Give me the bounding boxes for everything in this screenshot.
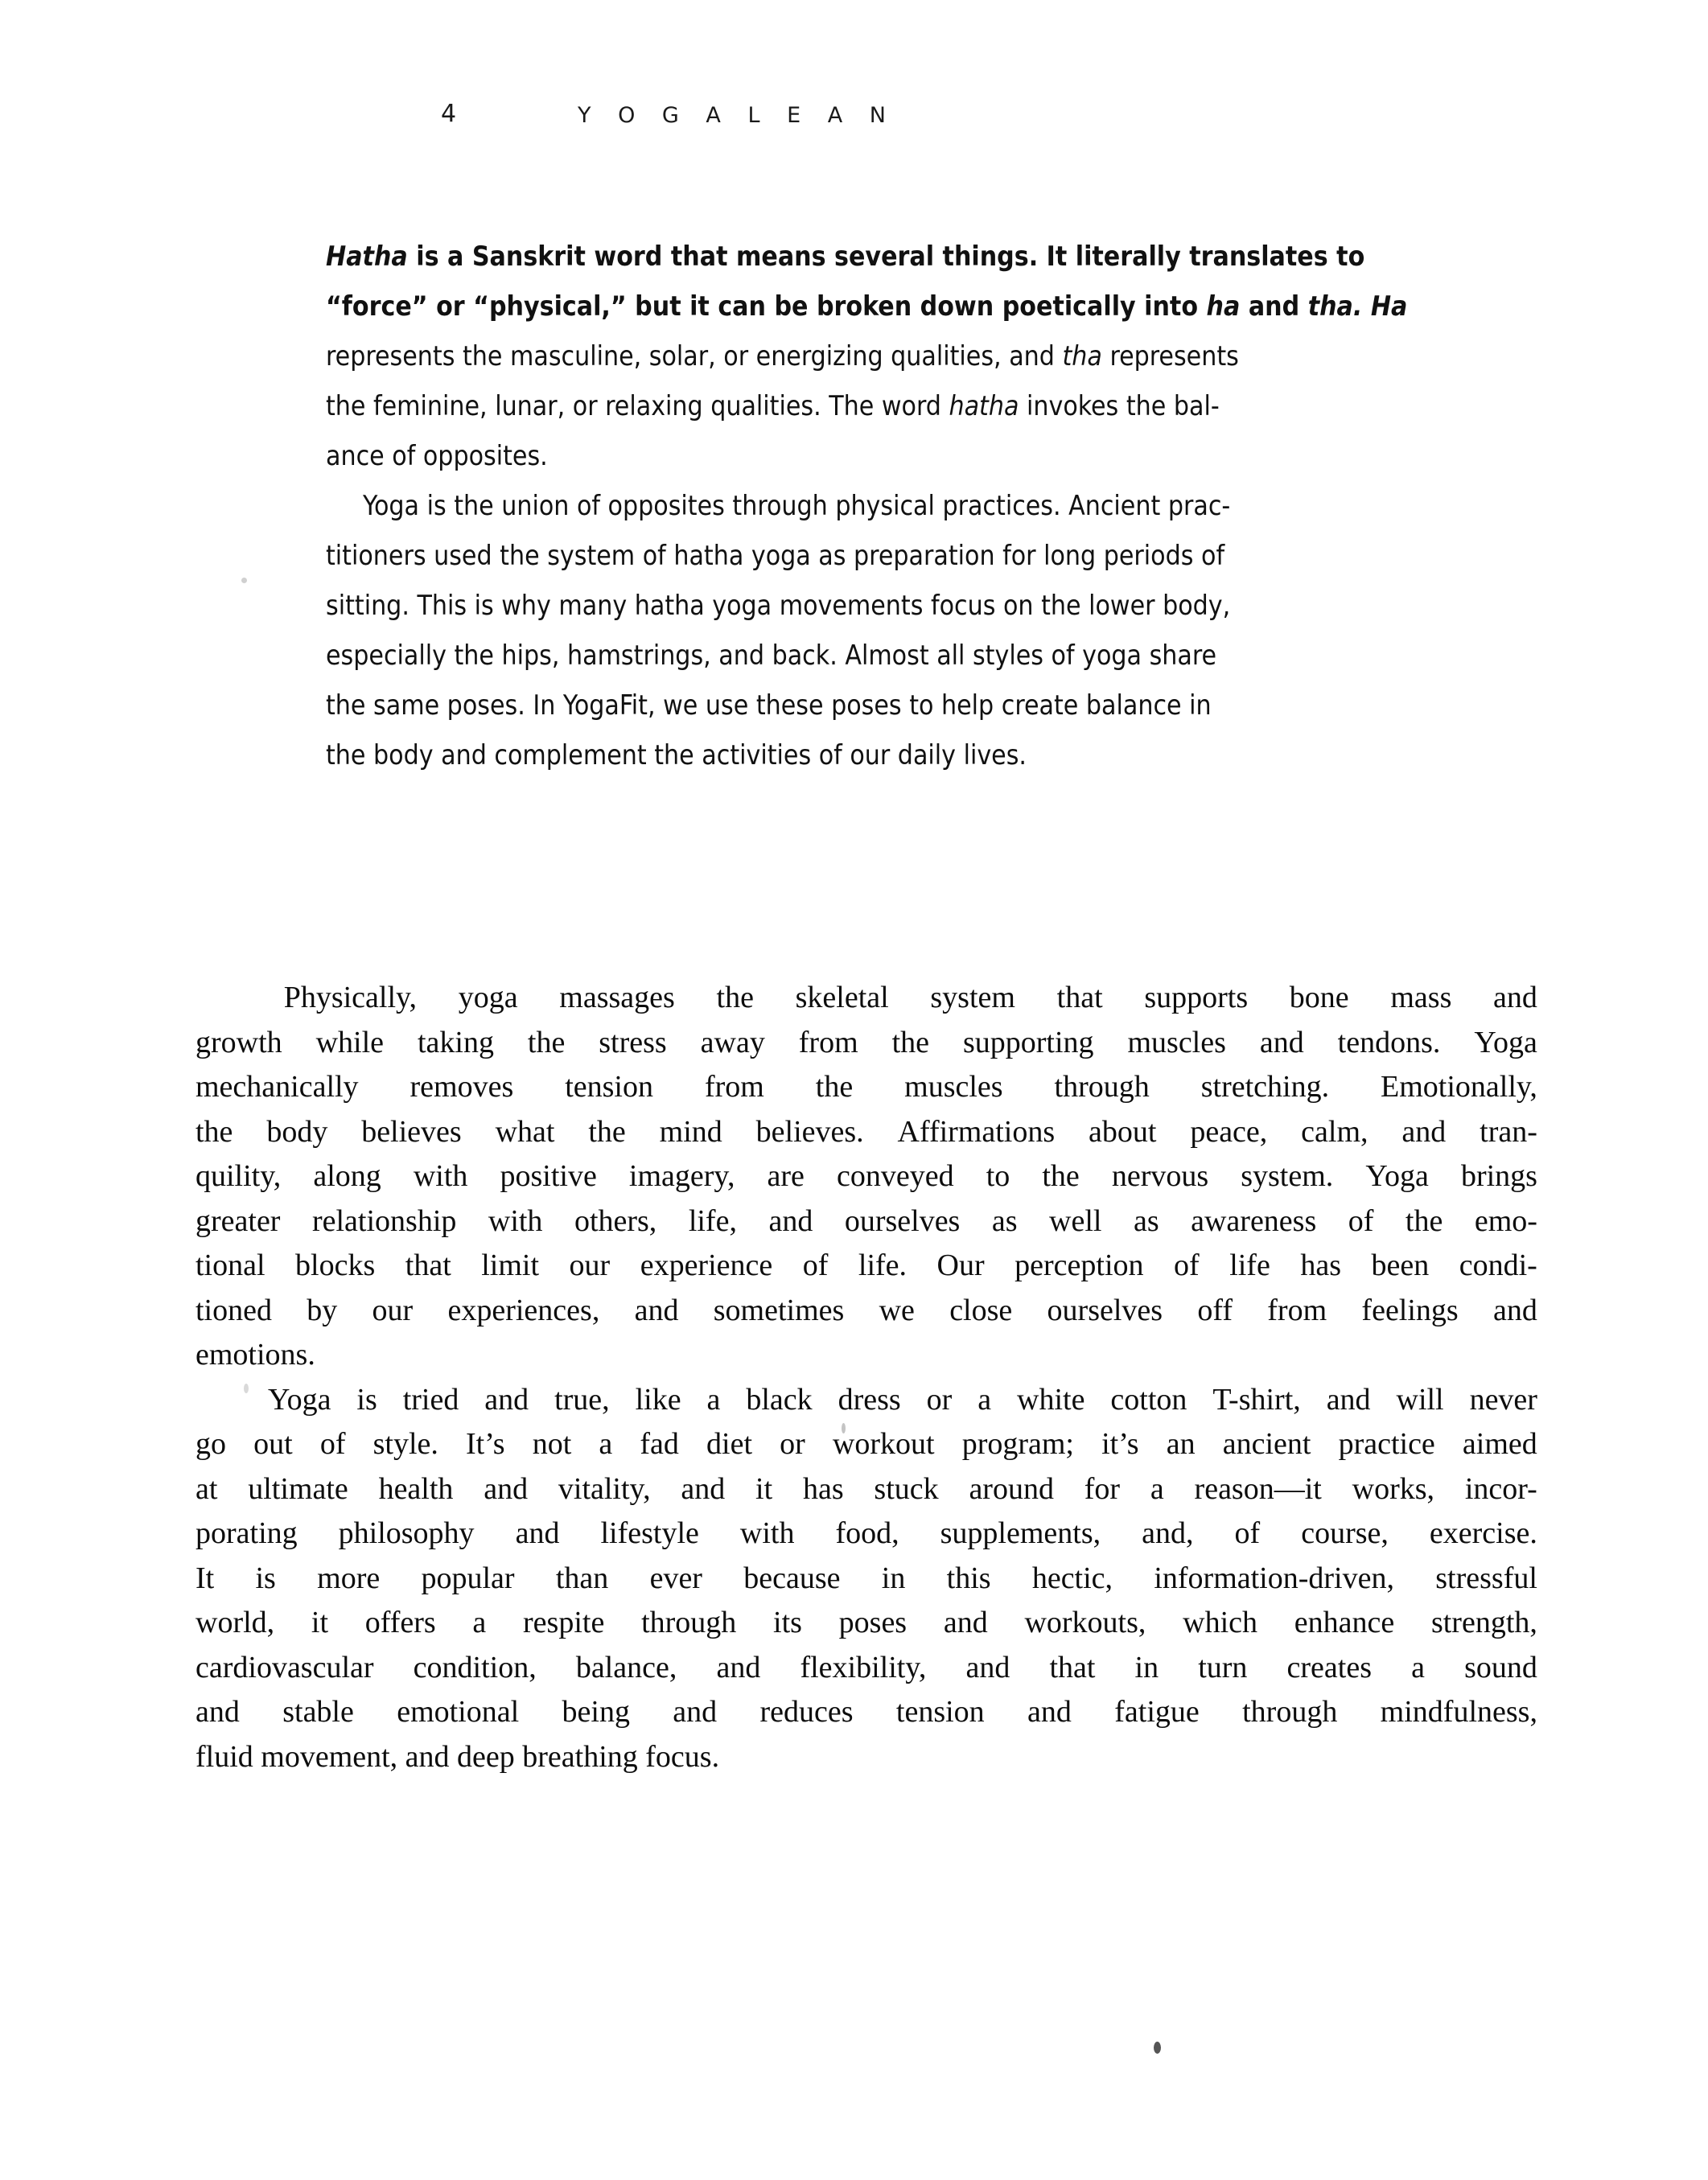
- text-word: ever: [649, 1561, 702, 1595]
- text-word: fatigue: [1114, 1695, 1200, 1729]
- text-word: away: [700, 1025, 765, 1059]
- text-word: and: [1326, 1382, 1371, 1417]
- text-word: information-driven,: [1154, 1561, 1394, 1595]
- text-word: sometimes: [713, 1293, 845, 1327]
- text-word: life.: [858, 1248, 908, 1282]
- text-word: stressful: [1435, 1561, 1537, 1595]
- sans-paragraph: [326, 232, 1488, 481]
- text-word: awareness: [1191, 1203, 1317, 1238]
- text-line: [326, 481, 1488, 531]
- text-word: will: [1396, 1382, 1444, 1417]
- text-word: an: [1166, 1427, 1196, 1461]
- text-word: of: [1174, 1248, 1200, 1282]
- text-line: [195, 1557, 1537, 1602]
- text-line: [195, 1021, 1537, 1066]
- text-word: never: [1469, 1382, 1537, 1417]
- text-word: more: [317, 1561, 381, 1595]
- text-word: and: [768, 1203, 813, 1238]
- text-word: workouts,: [1024, 1606, 1146, 1639]
- text-word: in: [881, 1561, 906, 1595]
- text-line: [326, 431, 1488, 481]
- text-word: a: [706, 1382, 721, 1417]
- text-word: enhance: [1294, 1606, 1395, 1639]
- text-word: growth: [195, 1025, 282, 1059]
- text-word: while: [315, 1025, 385, 1059]
- text-word: emotional: [397, 1695, 520, 1729]
- text-word: with: [488, 1203, 543, 1238]
- text-run: sitting. This is why many hatha yoga movements focus on the lower body,: [326, 590, 1231, 621]
- text-word: lifestyle: [600, 1516, 699, 1550]
- text-word: yoga: [458, 981, 518, 1014]
- text-word: stretching.: [1200, 1070, 1330, 1104]
- paragraph-indent: [195, 976, 242, 1021]
- text-word: poses: [838, 1606, 908, 1639]
- body-paragraph: [195, 1378, 1537, 1780]
- text-line: [195, 1512, 1537, 1557]
- text-word: and: [1493, 981, 1537, 1014]
- text-word: about: [1089, 1114, 1157, 1149]
- text-run: the body and complement the activities of our daily lives.: [326, 739, 1027, 771]
- text-line: [195, 1690, 1537, 1735]
- text-run: fluid movement, and deep breathing focus.: [195, 1739, 720, 1774]
- text-word: Yoga: [1365, 1159, 1429, 1193]
- text-run: emotions.: [195, 1338, 315, 1372]
- text-word: true,: [554, 1382, 610, 1417]
- text-word: ancient: [1222, 1427, 1311, 1461]
- scan-artifact-speck: [241, 578, 247, 583]
- text-word: from: [704, 1070, 764, 1104]
- text-line: [195, 1199, 1537, 1244]
- text-word: Emotionally,: [1381, 1070, 1537, 1104]
- text-word: greater: [195, 1203, 281, 1238]
- text-word: blocks: [295, 1248, 376, 1282]
- text-word: with: [413, 1159, 468, 1193]
- text-word: its: [773, 1606, 802, 1639]
- book-title: Y O G A L E A N: [578, 103, 896, 128]
- text-word: and,: [1142, 1516, 1194, 1550]
- text-run: “force” or “physical,” but it can be broken down poetically into: [326, 290, 1207, 322]
- text-word: that: [405, 1248, 451, 1282]
- text-word: the: [527, 1025, 566, 1059]
- text-word: what: [495, 1114, 555, 1149]
- text-word: from: [798, 1025, 858, 1059]
- text-word: muscles: [1127, 1025, 1226, 1059]
- text-word: or: [926, 1382, 953, 1417]
- text-word: tension: [895, 1695, 985, 1729]
- text-word: fad: [640, 1427, 679, 1461]
- text-word: at: [195, 1471, 218, 1506]
- text-line: [195, 1065, 1537, 1110]
- text-word: Yoga: [267, 1382, 331, 1417]
- text-line: [195, 1333, 1537, 1378]
- text-run: Hatha: [326, 241, 408, 272]
- text-word: in: [1134, 1650, 1159, 1684]
- sans-paragraph: [326, 481, 1488, 780]
- text-word: which: [1183, 1606, 1258, 1639]
- text-word: Our: [936, 1248, 985, 1282]
- text-word: life: [1229, 1248, 1270, 1282]
- text-run: especially the hips, hamstrings, and back. Almost all styles of yoga share: [326, 640, 1217, 671]
- text-word: it: [755, 1471, 773, 1506]
- text-word: philosophy: [338, 1516, 475, 1550]
- text-word: exercise.: [1429, 1516, 1537, 1550]
- text-word: a: [472, 1606, 487, 1639]
- text-word: positive: [500, 1159, 597, 1193]
- text-word: by: [307, 1293, 338, 1327]
- text-word: supplements,: [940, 1516, 1101, 1550]
- text-word: and: [681, 1471, 726, 1506]
- text-word: program;: [961, 1427, 1074, 1461]
- text-word: removes: [410, 1070, 514, 1104]
- text-word: well: [1049, 1203, 1102, 1238]
- text-word: works,: [1352, 1471, 1435, 1506]
- text-word: through: [1054, 1070, 1150, 1104]
- text-word: as: [991, 1203, 1018, 1238]
- text-word: experiences,: [447, 1293, 600, 1327]
- text-word: muscles: [904, 1070, 1003, 1104]
- text-word: tendons.: [1337, 1025, 1441, 1059]
- text-word: mindfulness,: [1380, 1695, 1537, 1729]
- text-word: perception: [1015, 1248, 1144, 1282]
- text-word: from: [1267, 1293, 1327, 1327]
- text-line: [326, 681, 1488, 730]
- text-word: the: [716, 981, 754, 1014]
- text-word: believes: [361, 1114, 462, 1149]
- text-word: we: [879, 1293, 915, 1327]
- text-run: ha: [1206, 290, 1241, 322]
- text-word: offers: [364, 1606, 436, 1639]
- text-line: [195, 976, 1537, 1021]
- text-word: the: [891, 1025, 930, 1059]
- text-word: stuck: [874, 1471, 939, 1506]
- text-word: sound: [1464, 1650, 1537, 1684]
- text-word: through: [641, 1606, 737, 1639]
- text-word: system.: [1241, 1159, 1334, 1193]
- scan-artifact-speck: [842, 1423, 846, 1433]
- text-line: [326, 331, 1488, 381]
- text-word: mechanically: [195, 1070, 359, 1104]
- text-word: our: [569, 1248, 611, 1282]
- text-word: the: [195, 1114, 233, 1149]
- text-word: a: [977, 1382, 992, 1417]
- text-line: [195, 1154, 1537, 1199]
- text-word: condi-: [1459, 1248, 1537, 1282]
- text-word: has: [802, 1471, 844, 1506]
- text-word: out: [253, 1427, 293, 1461]
- text-run: tha: [1062, 340, 1102, 372]
- text-word: of: [319, 1427, 346, 1461]
- text-word: and: [965, 1650, 1010, 1684]
- text-word: dress: [838, 1382, 901, 1417]
- text-word: nervous: [1111, 1159, 1209, 1193]
- text-line: [195, 1601, 1537, 1646]
- text-word: a: [1150, 1471, 1164, 1506]
- text-word: system: [930, 981, 1015, 1014]
- text-word: reason—it: [1194, 1471, 1322, 1506]
- text-word: tension: [565, 1070, 653, 1104]
- running-head: [0, 98, 1708, 146]
- text-run: and: [1240, 290, 1308, 322]
- text-word: tried: [402, 1382, 459, 1417]
- text-line: [326, 631, 1488, 681]
- sans-serif-callout-block: [326, 232, 1488, 780]
- text-run: the same poses. In YogaFit, we use these poses to help create balance in: [326, 689, 1212, 721]
- text-word: reduces: [759, 1695, 854, 1729]
- text-word: Physically,: [283, 981, 418, 1014]
- text-run: represents the masculine, solar, or energizing qualities, and: [326, 340, 1063, 372]
- text-word: has: [1300, 1248, 1341, 1282]
- text-run: is a Sanskrit word that means several things. It literally translates to: [407, 241, 1365, 272]
- text-word: that: [1049, 1650, 1096, 1684]
- text-word: for: [1084, 1471, 1121, 1506]
- text-word: been: [1371, 1248, 1430, 1282]
- text-line: [195, 1110, 1537, 1155]
- text-word: and: [1259, 1025, 1304, 1059]
- text-word: others,: [574, 1203, 657, 1238]
- text-word: vitality,: [558, 1471, 651, 1506]
- text-word: tional: [195, 1248, 265, 1282]
- text-word: and: [1493, 1293, 1537, 1327]
- text-word: a: [1411, 1650, 1425, 1684]
- scan-artifact-speck: [1154, 2042, 1161, 2054]
- text-word: style.: [372, 1427, 438, 1461]
- text-word: stress: [599, 1025, 667, 1059]
- text-word: along: [313, 1159, 381, 1193]
- text-word: and: [484, 1471, 529, 1506]
- text-word: go: [195, 1427, 226, 1461]
- text-word: respite: [523, 1606, 605, 1639]
- text-word: ourselves: [1047, 1293, 1163, 1327]
- text-run: the feminine, lunar, or relaxing qualities. The word: [326, 390, 949, 422]
- text-word: aimed: [1462, 1427, 1537, 1461]
- text-word: brings: [1460, 1159, 1537, 1193]
- text-word: massages: [559, 981, 675, 1014]
- text-word: course,: [1301, 1516, 1389, 1550]
- text-word: of: [1348, 1203, 1374, 1238]
- text-word: than: [555, 1561, 609, 1595]
- text-line: [326, 282, 1488, 331]
- text-word: off: [1197, 1293, 1233, 1327]
- text-word: and: [1401, 1114, 1447, 1149]
- text-word: the: [588, 1114, 626, 1149]
- text-word: and: [634, 1293, 679, 1327]
- body-paragraph: [195, 976, 1537, 1378]
- scan-artifact-speck: [244, 1384, 249, 1393]
- text-line: [195, 1378, 1537, 1423]
- text-word: feelings: [1361, 1293, 1459, 1327]
- text-word: hectic,: [1031, 1561, 1113, 1595]
- text-word: mass: [1390, 981, 1452, 1014]
- text-line: [326, 581, 1488, 631]
- text-word: workout: [832, 1427, 935, 1461]
- text-word: Yoga: [1474, 1025, 1537, 1059]
- text-run: Yoga is the union of opposites through physical practices. Ancient prac-: [363, 490, 1231, 521]
- text-word: with: [739, 1516, 795, 1550]
- text-run: tha. Ha: [1307, 290, 1408, 322]
- text-word: porating: [195, 1516, 298, 1550]
- text-word: life,: [688, 1203, 737, 1238]
- text-word: our: [372, 1293, 414, 1327]
- text-word: calm,: [1301, 1114, 1368, 1149]
- text-word: and: [1027, 1695, 1072, 1729]
- text-word: practice: [1338, 1427, 1435, 1461]
- text-word: quility,: [195, 1159, 282, 1193]
- text-run: hatha: [949, 390, 1019, 422]
- text-word: stable: [282, 1695, 354, 1729]
- text-word: balance,: [575, 1650, 677, 1684]
- text-word: the: [1042, 1159, 1080, 1193]
- text-word: cotton: [1110, 1382, 1187, 1417]
- text-word: strength,: [1430, 1606, 1537, 1639]
- text-word: limit: [481, 1248, 540, 1282]
- text-word: through: [1242, 1695, 1338, 1729]
- text-word: believes.: [755, 1114, 864, 1149]
- text-line: [195, 1244, 1537, 1289]
- text-word: is: [356, 1382, 377, 1417]
- paragraph-indent: [195, 1378, 242, 1423]
- text-word: peace,: [1190, 1114, 1268, 1149]
- text-line: [195, 1289, 1537, 1334]
- text-word: supports: [1144, 981, 1249, 1014]
- text-word: because: [743, 1561, 841, 1595]
- text-word: or: [780, 1427, 805, 1461]
- text-word: body: [266, 1114, 328, 1149]
- text-word: popular: [421, 1561, 515, 1595]
- text-word: skeletal: [795, 981, 889, 1014]
- text-word: creates: [1286, 1650, 1372, 1684]
- text-word: are: [767, 1159, 805, 1193]
- serif-body-text: [195, 976, 1537, 1779]
- text-word: and: [716, 1650, 761, 1684]
- text-word: like: [635, 1382, 681, 1417]
- text-word: the: [815, 1070, 854, 1104]
- text-word: and: [943, 1606, 988, 1639]
- text-word: white: [1017, 1382, 1085, 1417]
- text-word: It’s: [466, 1427, 505, 1461]
- text-word: is: [255, 1561, 276, 1595]
- text-word: black: [746, 1382, 813, 1417]
- text-word: conveyed: [837, 1159, 954, 1193]
- text-word: it: [311, 1606, 329, 1639]
- text-line: [326, 232, 1488, 282]
- text-word: ourselves: [844, 1203, 961, 1238]
- text-word: of: [802, 1248, 829, 1282]
- text-word: condition,: [413, 1650, 537, 1684]
- text-word: Affirmations: [897, 1114, 1056, 1149]
- text-run: invokes the bal-: [1019, 390, 1220, 422]
- text-word: bone: [1289, 981, 1349, 1014]
- text-line: [326, 381, 1488, 431]
- text-line: [195, 1735, 1537, 1780]
- text-run: represents: [1101, 340, 1239, 372]
- text-word: it’s: [1101, 1427, 1139, 1461]
- text-word: and: [195, 1695, 240, 1729]
- text-word: relationship: [311, 1203, 457, 1238]
- text-word: close: [949, 1293, 1013, 1327]
- text-word: diet: [706, 1427, 753, 1461]
- text-word: incor-: [1464, 1471, 1537, 1506]
- text-word: and: [673, 1695, 718, 1729]
- text-word: and: [484, 1382, 529, 1417]
- text-word: experience: [640, 1248, 773, 1282]
- text-word: tioned: [195, 1293, 272, 1327]
- text-word: of: [1234, 1516, 1261, 1550]
- text-word: to: [986, 1159, 1010, 1193]
- page-number: 4: [441, 100, 457, 128]
- text-line: [326, 531, 1488, 581]
- text-word: that: [1056, 981, 1103, 1014]
- text-line: [195, 1467, 1537, 1512]
- text-word: turn: [1198, 1650, 1248, 1684]
- text-word: tran-: [1480, 1114, 1537, 1149]
- text-word: mind: [659, 1114, 722, 1149]
- text-run: titioners used the system of hatha yoga as preparation for long periods of: [326, 540, 1225, 571]
- text-line: [195, 1422, 1537, 1467]
- text-word: not: [532, 1427, 572, 1461]
- text-word: flexibility,: [800, 1650, 927, 1684]
- text-word: world,: [195, 1606, 275, 1639]
- text-word: emo-: [1474, 1203, 1537, 1238]
- text-word: the: [1405, 1203, 1443, 1238]
- text-word: imagery,: [628, 1159, 735, 1193]
- text-run: ance of opposites.: [326, 440, 548, 471]
- text-word: cardiovascular: [195, 1650, 374, 1684]
- text-word: food,: [835, 1516, 899, 1550]
- text-word: supporting: [962, 1025, 1094, 1059]
- text-word: It: [195, 1561, 215, 1595]
- text-word: a: [599, 1427, 613, 1461]
- text-word: health: [378, 1471, 454, 1506]
- text-word: as: [1133, 1203, 1159, 1238]
- text-word: and: [515, 1516, 560, 1550]
- text-word: around: [969, 1471, 1054, 1506]
- text-line: [326, 730, 1488, 780]
- text-word: being: [562, 1695, 630, 1729]
- text-word: ultimate: [248, 1471, 348, 1506]
- text-word: this: [946, 1561, 991, 1595]
- text-word: T-shirt,: [1212, 1382, 1301, 1417]
- text-word: taking: [417, 1025, 494, 1059]
- text-line: [195, 1646, 1537, 1691]
